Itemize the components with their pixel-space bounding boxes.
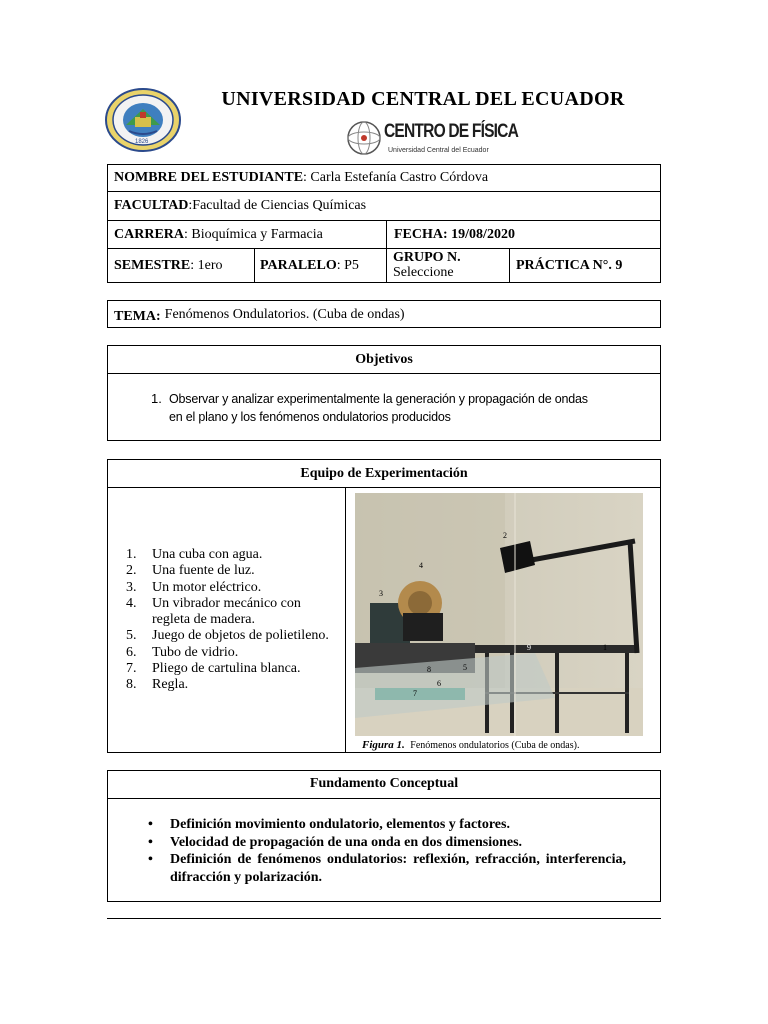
photo-label-7: 7 bbox=[413, 689, 417, 698]
photo-label-3: 3 bbox=[379, 589, 383, 598]
tema-label: TEMA: bbox=[114, 309, 161, 324]
fecha-label: FECHA: 19/08/2020 bbox=[394, 227, 515, 242]
objetivos-line2: en el plano y los fenómenos ondulatorios producidos bbox=[169, 410, 451, 424]
equipo-item-text: regleta de madera. bbox=[152, 612, 255, 628]
fundamento-item bbox=[148, 834, 626, 852]
equipo-item bbox=[108, 661, 344, 677]
equipo-item bbox=[108, 563, 344, 579]
equipo-item-text: Regla. bbox=[152, 677, 189, 693]
bullet-icon: • bbox=[148, 817, 153, 832]
equipo-item-number: 4. bbox=[126, 595, 137, 611]
carrera-value: : Bioquímica y Farmacia bbox=[184, 227, 323, 242]
fundamento-item-text: Velocidad de propagación de una onda en dos dimensiones. bbox=[170, 834, 523, 850]
equipo-item bbox=[108, 580, 344, 596]
equipo-item bbox=[108, 547, 344, 563]
semestre-label: SEMESTRE bbox=[114, 258, 191, 273]
equipo-item-number: 1. bbox=[126, 547, 137, 562]
figure-caption bbox=[362, 739, 658, 752]
fundamento-item bbox=[148, 851, 626, 886]
photo-label-9: 9 bbox=[527, 643, 531, 652]
facultad-row bbox=[114, 198, 654, 214]
grupo-label: GRUPO N. bbox=[393, 250, 461, 265]
objetivos-title: Objetivos bbox=[355, 352, 413, 367]
carrera-row bbox=[114, 227, 384, 243]
university-title: UNIVERSIDAD CENTRAL DEL ECUADOR bbox=[221, 88, 625, 110]
equipo-item-text: Juego de objetos de polietileno. bbox=[152, 628, 329, 644]
tema-row bbox=[114, 307, 654, 323]
fundamento-item-text: Definición de fenómenos ondulatorios: reflexión, refracción, interferencia, difracción y polarización. bbox=[170, 852, 626, 885]
equipo-list bbox=[108, 547, 344, 694]
seal-year: 1826 bbox=[135, 139, 149, 145]
fecha-cell bbox=[394, 227, 654, 243]
photo-label-5: 5 bbox=[463, 663, 467, 672]
photo-label-8: 8 bbox=[427, 665, 431, 674]
semestre-value: : 1ero bbox=[190, 258, 223, 273]
centro-fisica-title: CENTRO DE FÍSICA bbox=[384, 121, 519, 142]
equipo-item-text: Una cuba con agua. bbox=[152, 547, 263, 562]
equipo-item bbox=[108, 612, 344, 628]
equipo-item-number: 2. bbox=[126, 563, 137, 579]
nombre-value: : Carla Estefanía Castro Córdova bbox=[303, 170, 489, 185]
nombre-label: NOMBRE DEL ESTUDIANTE bbox=[114, 170, 304, 185]
equipo-item bbox=[108, 677, 344, 693]
equipo-item-number: 5. bbox=[126, 628, 137, 644]
equipo-item-text: Un vibrador mecánico con bbox=[152, 595, 301, 611]
practica-cell bbox=[516, 258, 656, 274]
equipo-item-text: Una fuente de luz. bbox=[152, 563, 255, 579]
photo-label-2: 2 bbox=[503, 531, 507, 540]
equipo-title: Equipo de Experimentación bbox=[300, 466, 468, 481]
facultad-value: :Facultad de Ciencias Químicas bbox=[188, 198, 367, 213]
bullet-icon: • bbox=[148, 834, 153, 850]
centro-fisica-subtitle: Universidad Central del Ecuador bbox=[388, 147, 489, 154]
equipo-item-number: 8. bbox=[126, 677, 137, 693]
photo-label-4: 4 bbox=[419, 561, 423, 570]
equipo-item-number: 3. bbox=[126, 579, 137, 595]
equipo-item-number: 7. bbox=[126, 661, 137, 677]
fundamento-item-text: Definición movimiento ondulatorio, elementos y factores. bbox=[170, 817, 510, 832]
nombre-row bbox=[114, 170, 654, 186]
fundamento-title: Fundamento Conceptual bbox=[309, 776, 459, 791]
footer-rule bbox=[107, 918, 661, 919]
cuba-de-ondas-photo bbox=[355, 493, 643, 736]
equipo-item bbox=[108, 645, 344, 661]
photo-label-6: 6 bbox=[437, 679, 441, 688]
figure-caption-text: Fenómenos ondulatorios (Cuba de ondas). bbox=[410, 740, 580, 751]
tema-value: Fenómenos Ondulatorios. (Cuba de ondas) bbox=[164, 307, 405, 322]
fundamento-list bbox=[148, 816, 626, 886]
objetivos-line1: Observar y analizar experimentalmente la generación y propagación de ondas bbox=[169, 392, 588, 406]
equipo-item-text: Tubo de vidrio. bbox=[152, 644, 239, 660]
equipo-item-number: 6. bbox=[126, 644, 137, 660]
facultad-label: FACULTAD bbox=[114, 198, 189, 213]
semestre-cell bbox=[114, 258, 254, 274]
equipo-item-text: Pliego de cartulina blanca. bbox=[152, 661, 301, 677]
centro-fisica-logo bbox=[346, 120, 519, 158]
carrera-label: CARRERA bbox=[114, 227, 184, 242]
paralelo-label: PARALELO bbox=[260, 258, 337, 273]
objetivos-number: 1. bbox=[151, 391, 162, 406]
bullet-icon: • bbox=[148, 852, 153, 867]
equipo-item-text: Un motor eléctrico. bbox=[152, 579, 262, 595]
paralelo-value: : P5 bbox=[336, 258, 359, 273]
photo-label-1: 1 bbox=[603, 643, 607, 652]
figure-label: Figura 1. bbox=[362, 739, 405, 751]
grupo-select[interactable]: Seleccione bbox=[393, 265, 454, 280]
practica-label: PRÁCTICA N°. 9 bbox=[516, 258, 623, 273]
equipo-item bbox=[108, 596, 344, 612]
paralelo-cell bbox=[260, 258, 384, 274]
fundamento-item bbox=[148, 816, 626, 834]
grupo-cell bbox=[393, 250, 507, 280]
equipo-item bbox=[108, 628, 344, 644]
